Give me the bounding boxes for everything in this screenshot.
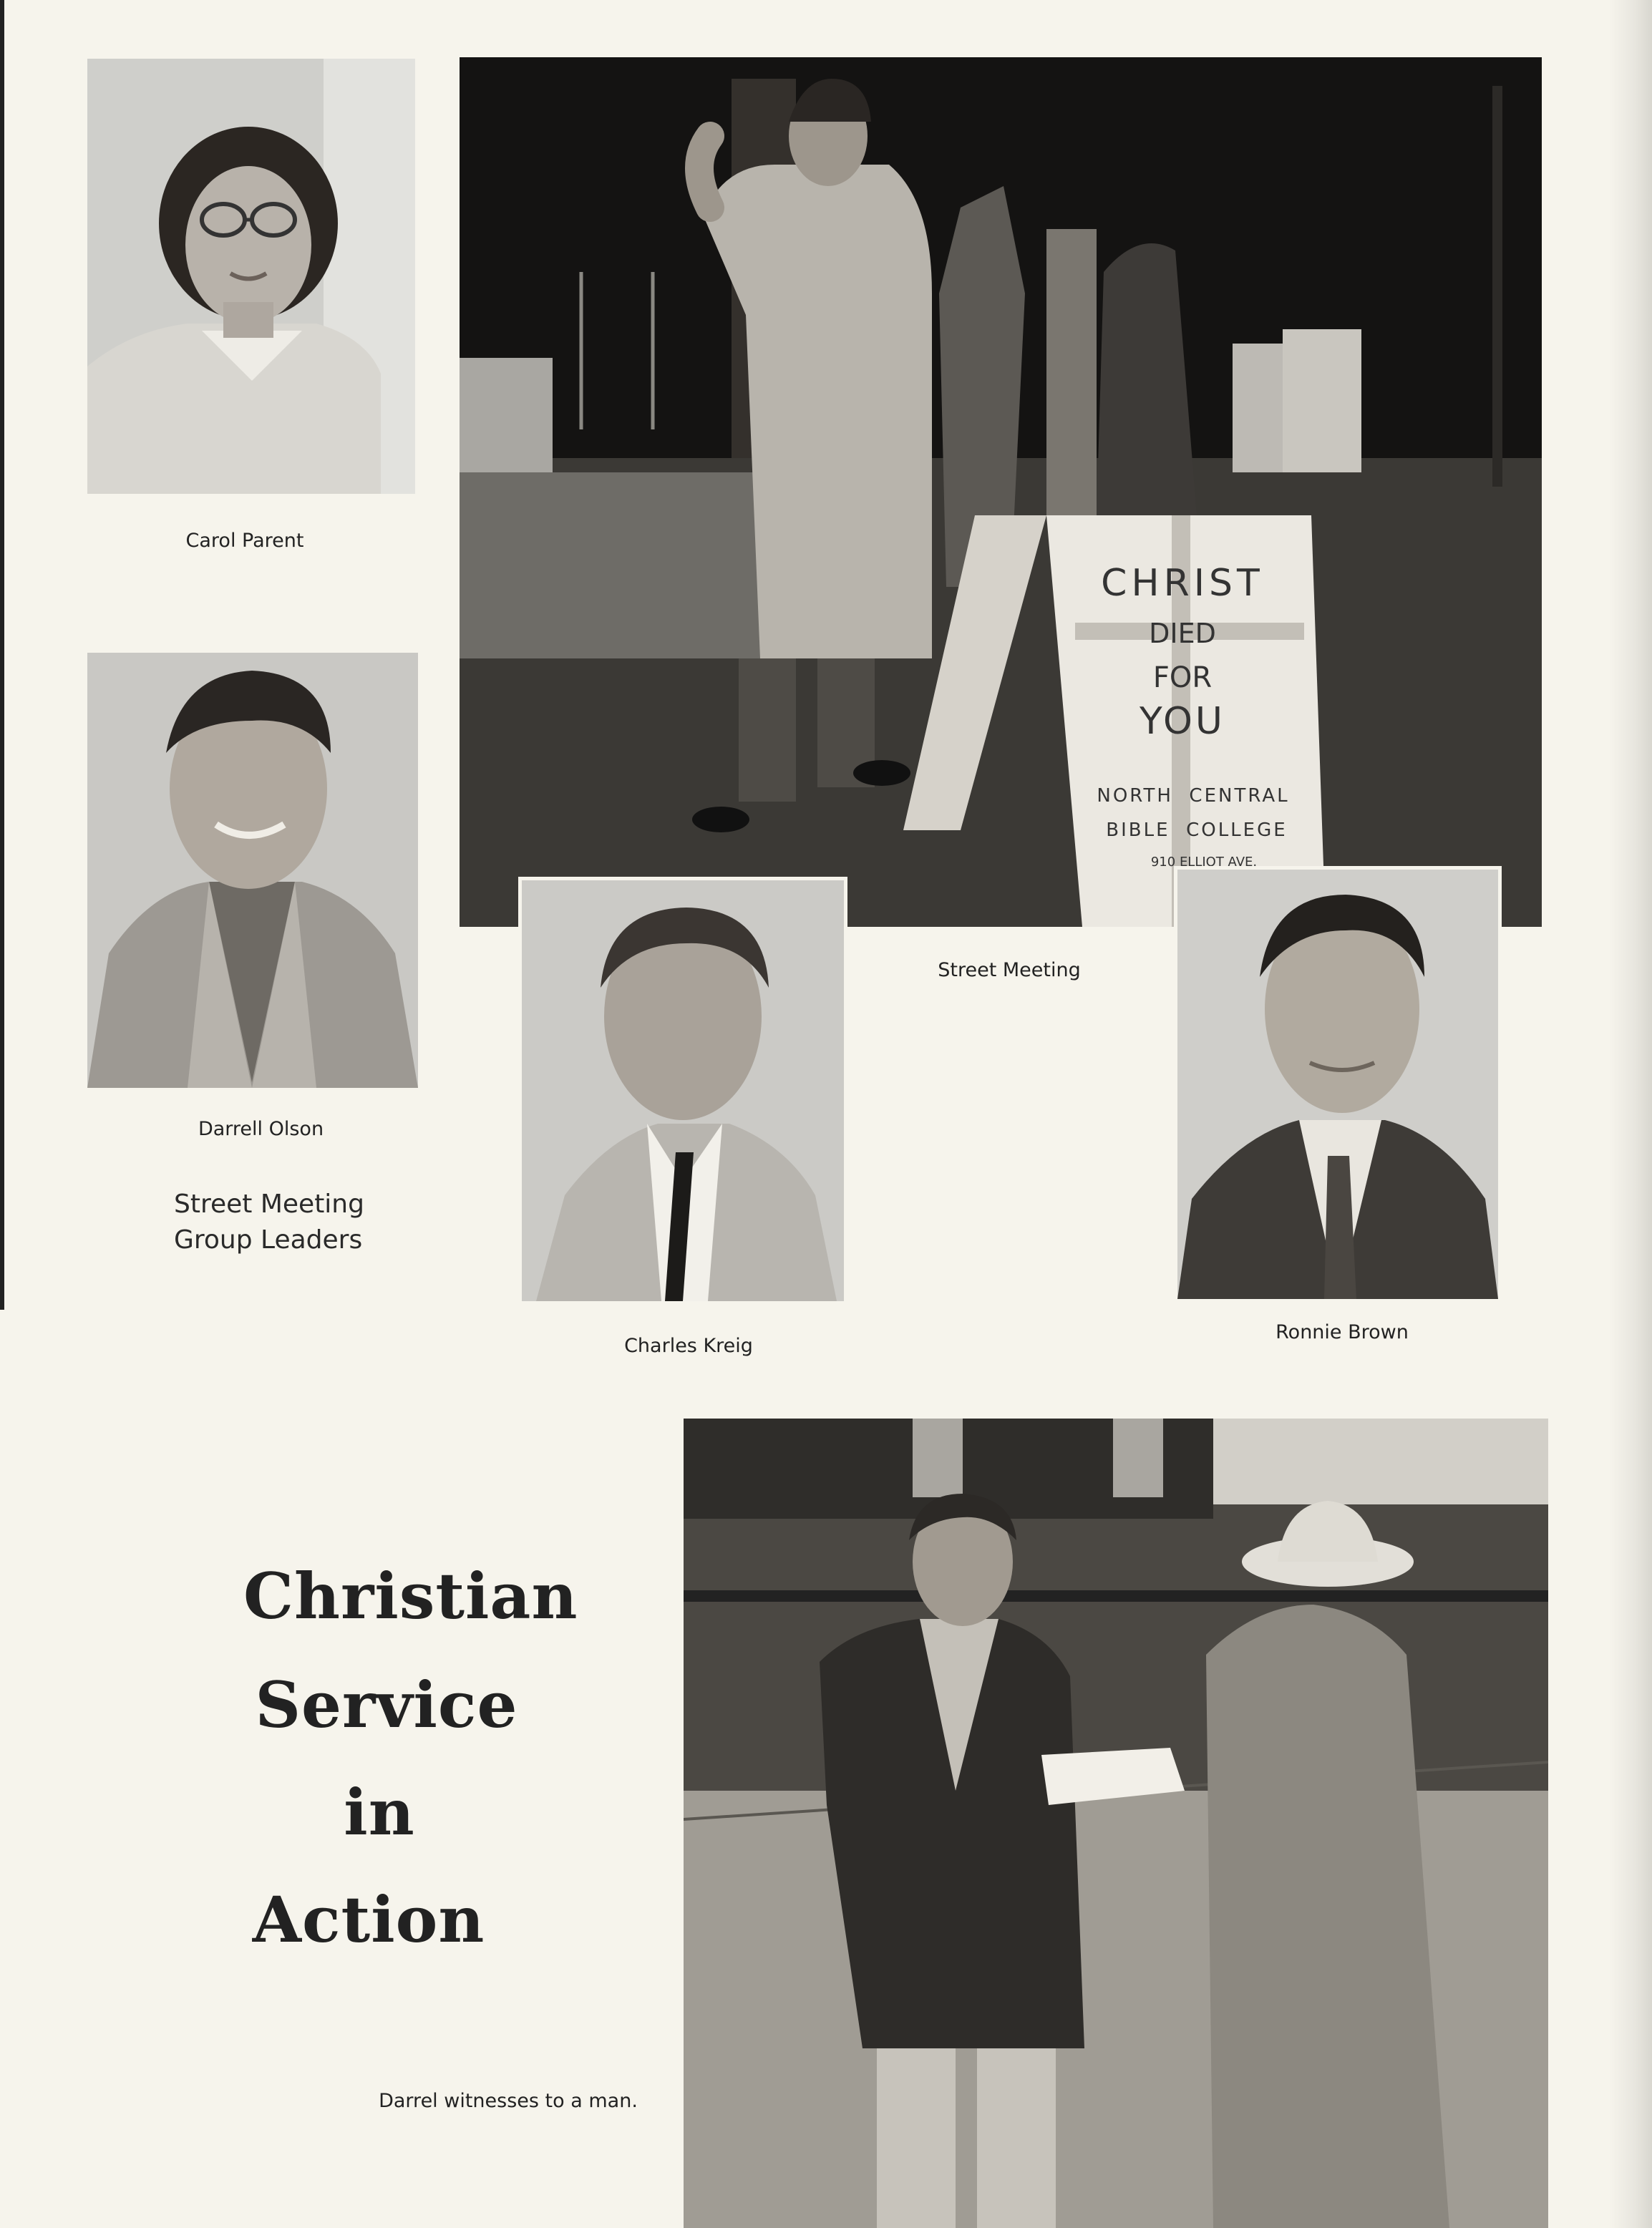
sign-line: NORTH CENTRAL (1097, 785, 1290, 807)
portrait-caption: Charles Kreig (624, 1335, 753, 1357)
street-meeting-caption: Street Meeting (938, 959, 1081, 981)
witness-photo (684, 1419, 1548, 2228)
sign-line: BIBLE COLLEGE (1106, 819, 1288, 841)
portrait-photo-darrell-olson (87, 653, 418, 1088)
page-shadow (1609, 0, 1652, 2228)
heading-word: Action (252, 1882, 485, 1957)
portrait-caption: Darrell Olson (198, 1118, 324, 1140)
sign-line: DIED (1149, 618, 1216, 649)
portrait-caption: Ronnie Brown (1276, 1321, 1409, 1343)
street-meeting-photo (460, 57, 1542, 927)
witness-caption: Darrel witnesses to a man. (379, 2090, 638, 2112)
group-leaders-label (174, 1187, 364, 1258)
sign-line: FOR (1152, 661, 1213, 694)
portrait-caption: Carol Parent (185, 530, 304, 552)
group-label-line: Group Leaders (174, 1225, 363, 1255)
group-label-line: Street Meeting (174, 1190, 364, 1219)
heading-word: in (344, 1775, 415, 1849)
portrait-photo-charles-kreig (518, 877, 847, 1305)
sign-line: YOU (1140, 700, 1225, 743)
portrait-photo-ronnie-brown (1174, 866, 1502, 1303)
portrait-photo-carol-parent (87, 59, 415, 494)
sign-line: CHRIST (1101, 562, 1264, 605)
heading-word: Christian (243, 1559, 578, 1633)
binding-edge (0, 0, 4, 1310)
heading-word: Service (255, 1668, 518, 1742)
sign-line: 910 ELLIOT AVE. (1150, 855, 1258, 870)
